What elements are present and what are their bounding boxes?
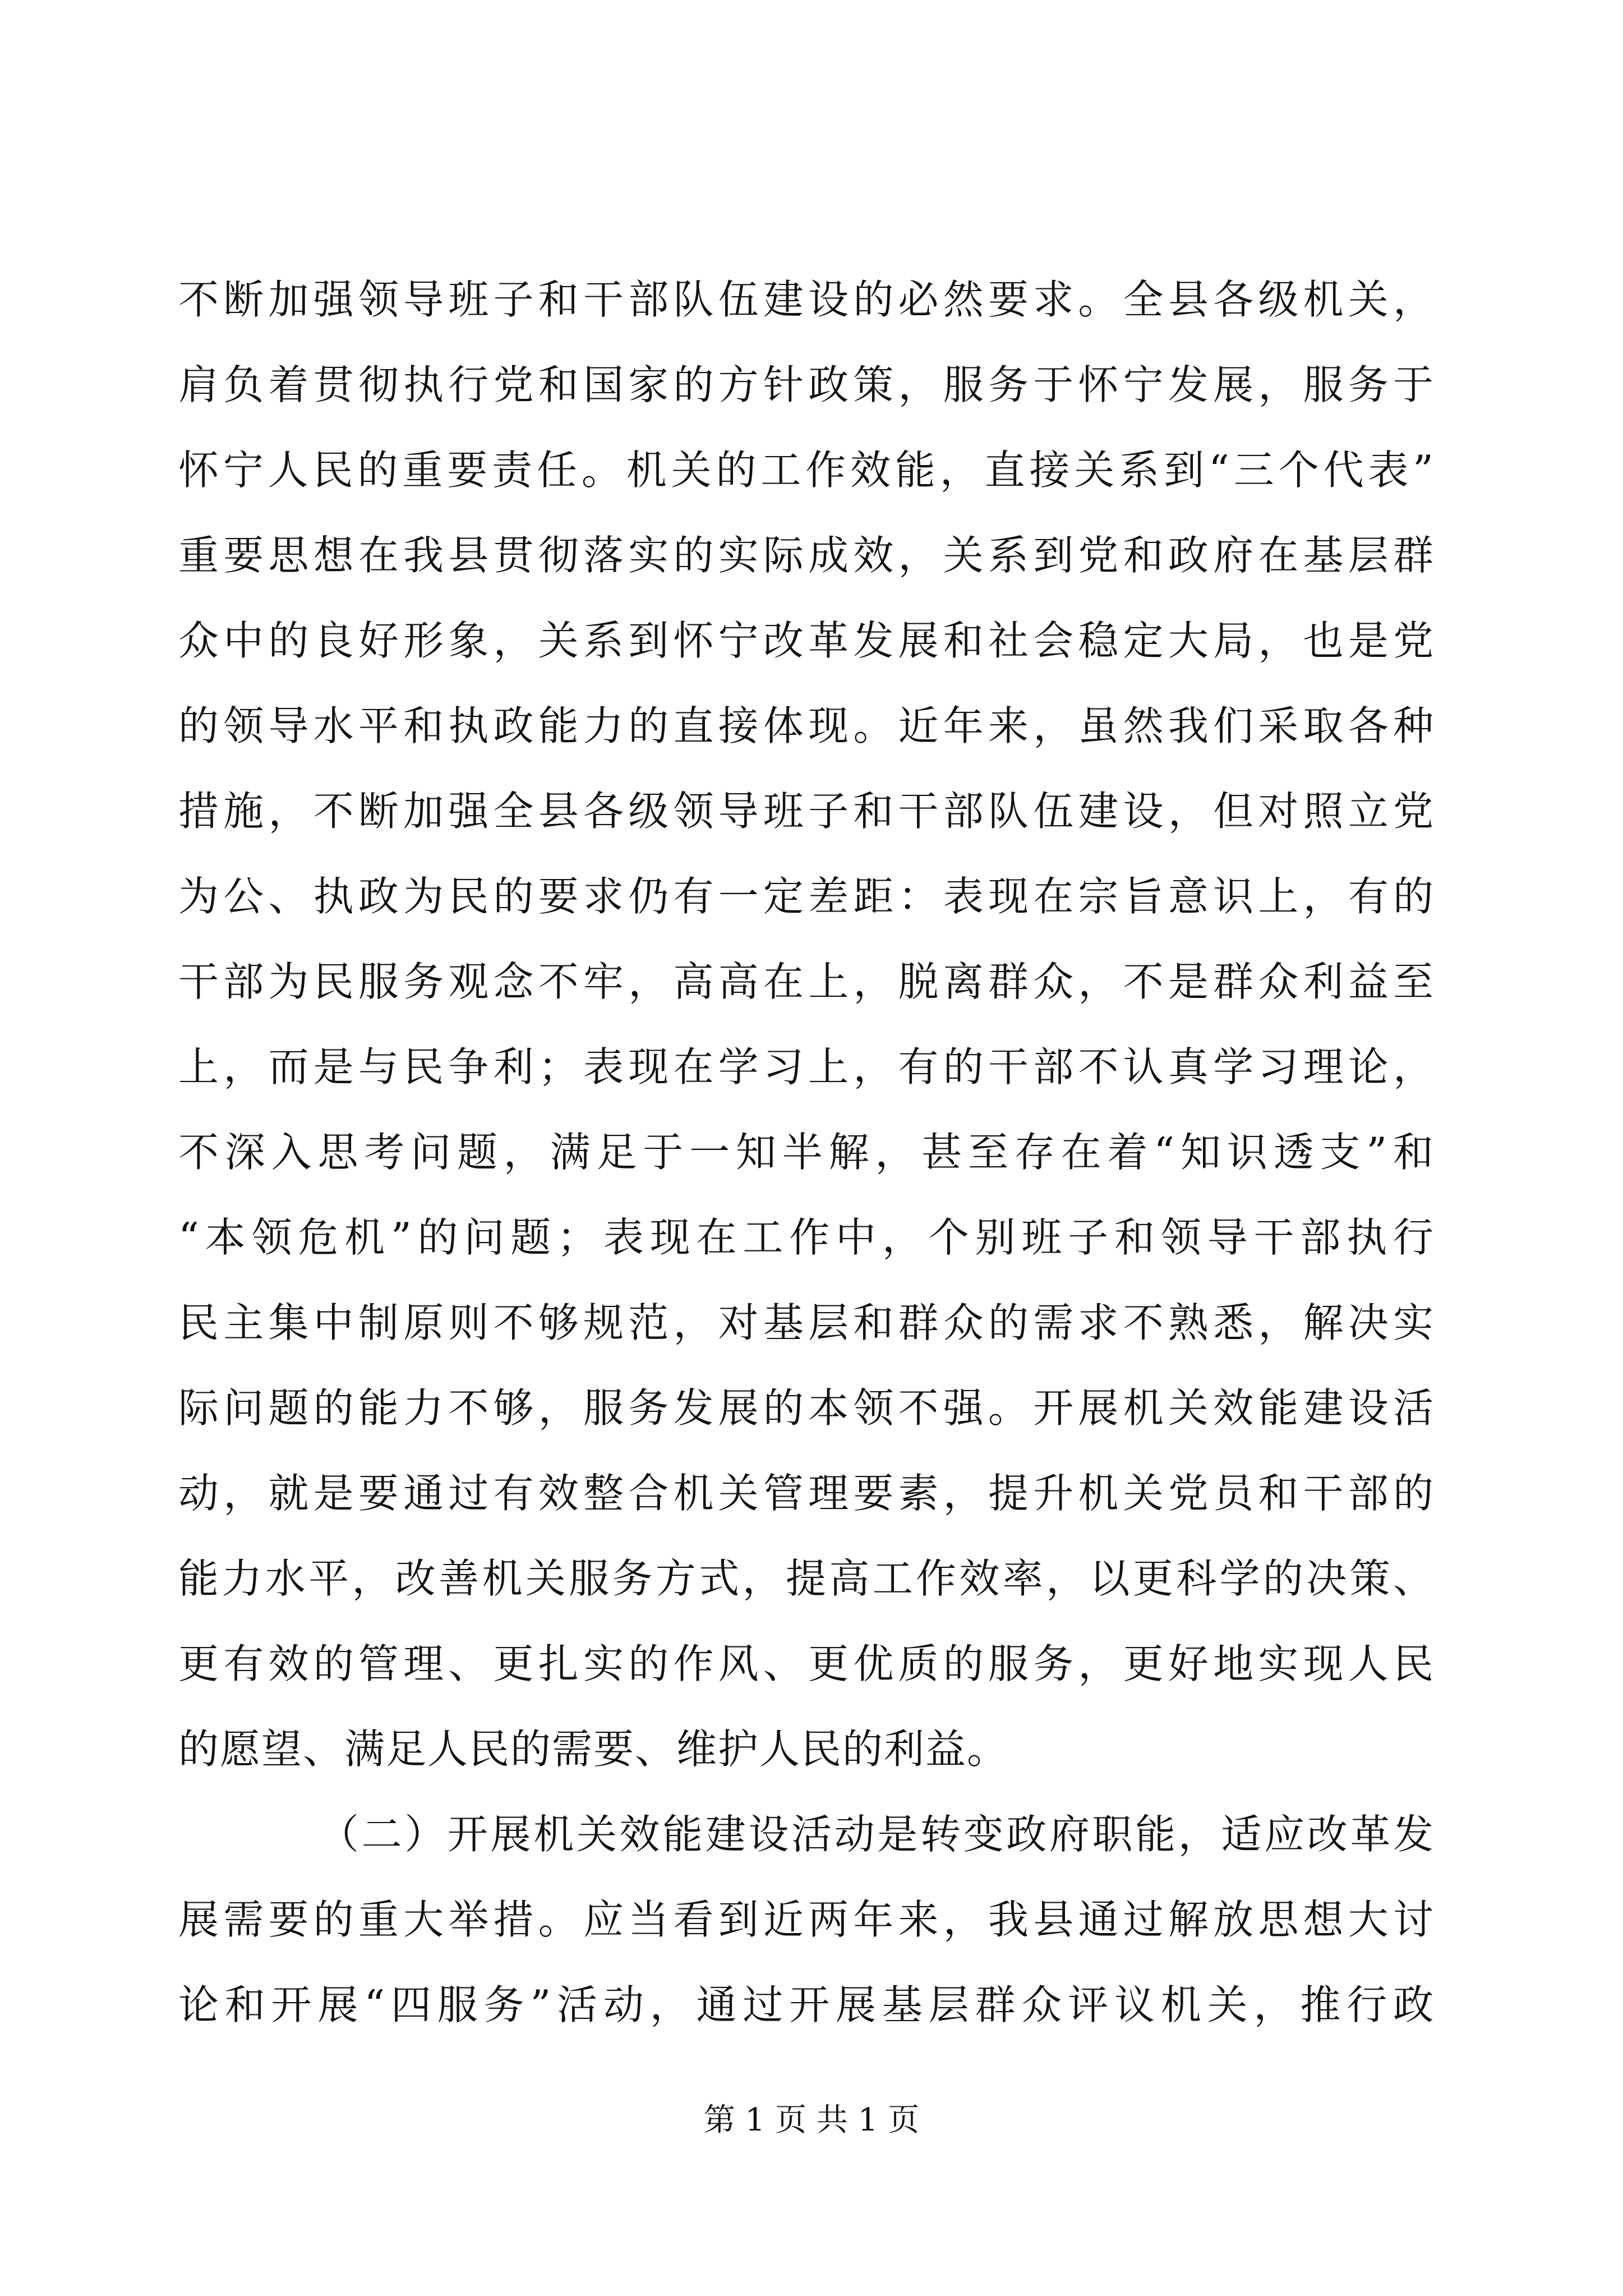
text-line: 众中的良好形象，关系到怀宁改革发展和社会稳定大局，也是党 — [178, 617, 1435, 664]
paragraph-end-line: 的愿望、满足人民的需要、维护人民的利益。 — [178, 1726, 1009, 1773]
section-heading-line: （二）开展机关效能建设活动是转变政府职能，适应改革发 — [319, 1811, 1435, 1858]
text-line: “本领危机”的问题；表现在工作中，个别班子和领导干部执行 — [178, 1214, 1435, 1261]
body-text — [178, 257, 1435, 2047]
text-line: 动，就是要通过有效整合机关管理要素，提升机关党员和干部的 — [178, 1470, 1435, 1517]
text-line: 为公、执政为民的要求仍有一定差距：表现在宗旨意识上，有的 — [178, 873, 1435, 920]
text-line: 不断加强领导班子和干部队伍建设的必然要求。全县各级机关， — [178, 276, 1435, 323]
text-line: 际问题的能力不够，服务发展的本领不强。开展机关效能建设活 — [178, 1384, 1435, 1432]
text-line: 更有效的管理、更扎实的作风、更优质的服务，更好地实现人民 — [178, 1640, 1435, 1687]
text-line: 展需要的重大举措。应当看到近两年来，我县通过解放思想大讨 — [178, 1896, 1435, 1943]
text-line: 的领导水平和执政能力的直接体现。近年来，虽然我们采取各种 — [178, 702, 1435, 749]
text-line: 措施，不断加强全县各级领导班子和干部队伍建设，但对照立党 — [178, 788, 1435, 835]
text-line: 重要思想在我县贯彻落实的实际成效，关系到党和政府在基层群 — [178, 532, 1435, 579]
text-line: 肩负着贯彻执行党和国家的方针政策，服务于怀宁发展，服务于 — [178, 361, 1435, 408]
page-footer: 第 1 页 共 1 页 — [703, 2102, 920, 2138]
text-line: 上，而是与民争利；表现在学习上，有的干部不认真学习理论， — [178, 1043, 1435, 1091]
text-line: 干部为民服务观念不牢，高高在上，脱离群众，不是群众利益至 — [178, 958, 1435, 1005]
text-line: 怀宁人民的重要责任。机关的工作效能，直接关系到“三个代表” — [178, 447, 1435, 494]
text-line: 能力水平，改善机关服务方式，提高工作效率，以更科学的决策、 — [178, 1555, 1435, 1602]
text-line: 民主集中制原则不够规范，对基层和群众的需求不熟悉，解决实 — [178, 1299, 1435, 1346]
text-line: 论和开展“四服务”活动，通过开展基层群众评议机关，推行政 — [178, 1981, 1435, 2028]
text-line: 不深入思考问题，满足于一知半解，甚至存在着“知识透支”和 — [178, 1129, 1435, 1176]
